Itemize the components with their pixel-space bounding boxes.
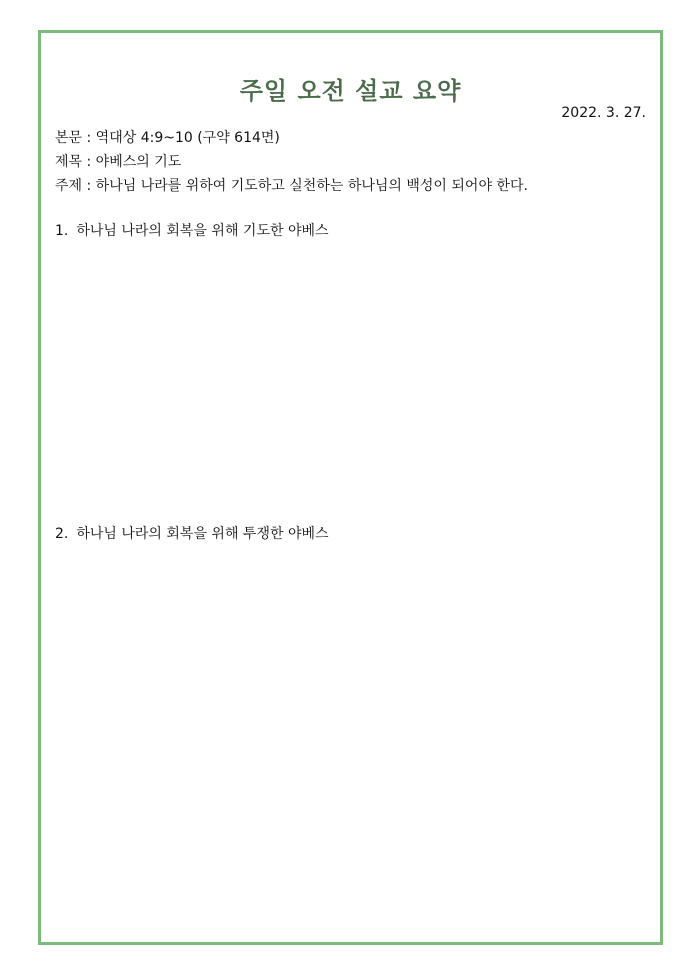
point-1-text: 하나님 나라의 회복을 위해 기도한 야베스: [76, 223, 329, 239]
point-2: [55, 523, 329, 543]
subject-line: [55, 151, 181, 171]
scripture-label: 본문 :: [55, 130, 96, 146]
subject-value: 야베스의 기도: [95, 154, 182, 170]
theme-line: [55, 175, 528, 195]
theme-label: 주제 :: [55, 178, 96, 194]
document-frame: [38, 30, 663, 945]
point-2-number: 2.: [55, 526, 69, 542]
point-2-text: 하나님 나라의 회복을 위해 투쟁한 야베스: [76, 526, 329, 542]
subject-label: 제목 :: [55, 154, 96, 170]
scripture-value: 역대상 4:9~10 (구약 614면): [95, 130, 280, 146]
scripture-line: [55, 127, 280, 147]
theme-value: 하나님 나라를 위하여 기도하고 실천하는 하나님의 백성이 되어야 한다.: [95, 178, 528, 194]
page-title: 주일 오전 설교 요약: [239, 77, 462, 105]
point-1-number: 1.: [55, 223, 69, 239]
point-1: [55, 220, 329, 240]
sermon-date: 2022. 3. 27.: [561, 105, 646, 121]
